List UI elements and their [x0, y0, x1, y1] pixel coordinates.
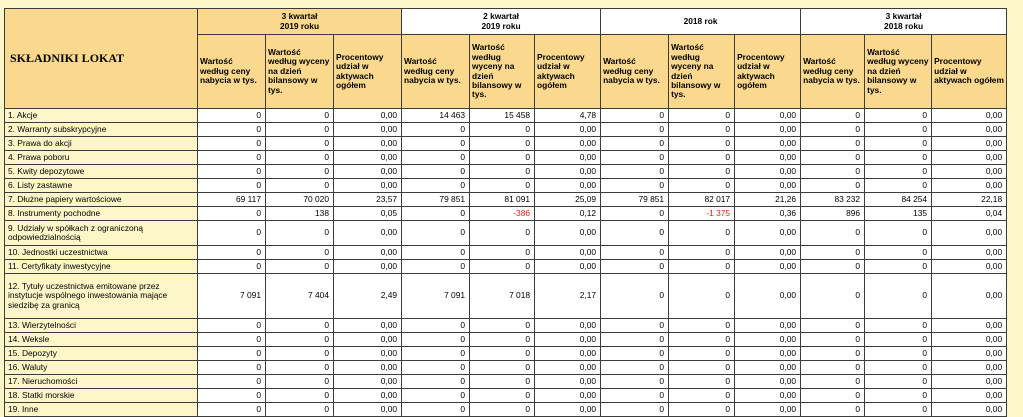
value-cell: 0 — [470, 361, 535, 375]
row-label: 5. Kwity depozytowe — [5, 165, 198, 179]
value-cell: 0 — [266, 137, 334, 151]
table-row — [5, 179, 1007, 193]
value-cell: 0,00 — [334, 319, 402, 333]
value-cell: 0,00 — [735, 333, 801, 347]
value-cell: 0 — [266, 221, 334, 246]
value-cell: 0,04 — [932, 207, 1007, 221]
value-cell: 0,00 — [932, 260, 1007, 274]
table-row — [5, 375, 1007, 389]
value-cell: 0,12 — [535, 207, 601, 221]
value-cell: 0 — [669, 179, 735, 193]
value-cell: 0 — [198, 109, 266, 123]
value-cell: 0 — [198, 137, 266, 151]
value-cell: 79 851 — [402, 193, 470, 207]
value-cell: 0 — [601, 389, 669, 403]
value-cell: 0,00 — [334, 389, 402, 403]
value-cell: 0,00 — [535, 179, 601, 193]
period-line2: 2018 roku — [884, 20, 924, 31]
row-label: 3. Prawa do akcji — [5, 137, 198, 151]
value-cell: 0 — [669, 246, 735, 260]
value-cell: 0 — [669, 361, 735, 375]
value-cell: 0,00 — [535, 403, 601, 417]
value-cell: 0,00 — [334, 165, 402, 179]
value-cell: 0,00 — [334, 333, 402, 347]
value-cell: 0 — [865, 109, 932, 123]
value-cell: 0,36 — [735, 207, 801, 221]
value-cell: 0,00 — [334, 403, 402, 417]
value-cell: 0 — [601, 123, 669, 137]
value-cell: 0 — [801, 165, 865, 179]
value-cell: 0 — [601, 221, 669, 246]
value-cell: 7 091 — [402, 274, 470, 319]
value-cell: 0 — [470, 221, 535, 246]
value-cell: 0 — [801, 109, 865, 123]
value-cell: 0 — [198, 260, 266, 274]
value-cell: 0,00 — [735, 151, 801, 165]
investment-components-table — [4, 8, 1007, 417]
value-cell: 0 — [669, 333, 735, 347]
value-cell: 0 — [601, 319, 669, 333]
share-of-assets-header: Procentowy udział w aktywach ogółem — [735, 35, 801, 109]
value-cell: 0,00 — [932, 361, 1007, 375]
value-cell: 21,26 — [735, 193, 801, 207]
table-row — [5, 137, 1007, 151]
value-cell: 0 — [402, 361, 470, 375]
value-cell: 14 463 — [402, 109, 470, 123]
row-label: 7. Dłużne papiery wartościowe — [5, 193, 198, 207]
value-cell: 0 — [198, 333, 266, 347]
value-cell: 0 — [801, 246, 865, 260]
value-cell: 0,00 — [334, 151, 402, 165]
period-line2: 2019 roku — [279, 20, 320, 31]
value-cell: 0 — [801, 319, 865, 333]
value-cell: 0,00 — [735, 109, 801, 123]
row-label: 6. Listy zastawne — [5, 179, 198, 193]
value-cell: 0 — [801, 260, 865, 274]
value-cell: 0 — [266, 109, 334, 123]
value-cell: 0,00 — [334, 109, 402, 123]
value-cell: 0 — [601, 179, 669, 193]
value-cell: 0 — [266, 165, 334, 179]
value-cell: 0 — [198, 319, 266, 333]
value-cell: 0 — [801, 137, 865, 151]
value-cell: 0 — [198, 221, 266, 246]
value-cell: 0,00 — [535, 375, 601, 389]
table-row — [5, 333, 1007, 347]
value-cell: 22,18 — [932, 193, 1007, 207]
table-row — [5, 361, 1007, 375]
table-row — [5, 109, 1007, 123]
period-header-q2-2019 — [402, 9, 601, 35]
value-cell: 0,00 — [932, 347, 1007, 361]
value-cell: 0,00 — [932, 151, 1007, 165]
value-cell: 0,00 — [535, 151, 601, 165]
value-cell: 0 — [266, 347, 334, 361]
value-cell: 0 — [669, 221, 735, 246]
value-cell: 0 — [266, 246, 334, 260]
row-label: 11. Certyfikaty inwestycyjne — [5, 260, 198, 274]
row-label: 1. Akcje — [5, 109, 198, 123]
value-cell: 0 — [402, 260, 470, 274]
value-cell: 0,00 — [334, 221, 402, 246]
period-line1: 3 kwartał — [885, 11, 922, 22]
value-cell: 0,00 — [932, 389, 1007, 403]
value-cell: 0 — [402, 221, 470, 246]
period-line1: 2 kwartał — [483, 11, 519, 22]
value-cell: 0 — [601, 361, 669, 375]
value-cell: 0 — [801, 274, 865, 319]
value-cell: 0,00 — [932, 333, 1007, 347]
value-cell: 135 — [865, 207, 932, 221]
value-cell: 0 — [865, 375, 932, 389]
value-cell: 4,78 — [535, 109, 601, 123]
value-cell: 0,00 — [932, 221, 1007, 246]
value-cell: 0 — [801, 221, 865, 246]
value-cell: 0,00 — [932, 109, 1007, 123]
period-line2: 2019 roku — [481, 20, 521, 31]
value-cell: 0 — [470, 260, 535, 274]
value-cell: 0,00 — [535, 260, 601, 274]
value-cell: 0,00 — [932, 165, 1007, 179]
purchase-cost-header: Wartość według ceny nabycia w tys. — [601, 35, 669, 109]
value-cell: 0 — [266, 179, 334, 193]
purchase-cost-header: Wartość według ceny nabycia w tys. — [198, 35, 266, 109]
value-cell: 0 — [865, 333, 932, 347]
value-cell: 0,00 — [735, 137, 801, 151]
row-label: 8. Instrumenty pochodne — [5, 207, 198, 221]
value-cell: 0 — [669, 319, 735, 333]
value-cell: 0 — [198, 151, 266, 165]
value-cell: 0 — [402, 403, 470, 417]
value-cell: 0,00 — [932, 123, 1007, 137]
value-cell: 0 — [865, 137, 932, 151]
value-cell: 83 232 — [801, 193, 865, 207]
value-cell: 0 — [669, 165, 735, 179]
value-cell: 0 — [470, 319, 535, 333]
table-row — [5, 207, 1007, 221]
value-cell: 0 — [470, 151, 535, 165]
table-row — [5, 389, 1007, 403]
value-cell: 0,00 — [735, 389, 801, 403]
value-cell: 0 — [865, 361, 932, 375]
value-cell: 0,00 — [735, 123, 801, 137]
value-cell: 0 — [801, 389, 865, 403]
value-cell: 0 — [470, 165, 535, 179]
row-label: 13. Wierzytelności — [5, 319, 198, 333]
period-header-q3-2018 — [801, 9, 1007, 35]
value-cell: 0 — [601, 333, 669, 347]
value-cell: 0 — [601, 109, 669, 123]
value-cell: 0,00 — [735, 375, 801, 389]
value-cell: 0 — [669, 137, 735, 151]
value-cell: 0 — [470, 246, 535, 260]
value-cell: 0,00 — [735, 361, 801, 375]
value-cell: 0 — [601, 375, 669, 389]
value-cell: 0,00 — [535, 333, 601, 347]
value-cell: 0 — [865, 221, 932, 246]
value-cell: 0 — [266, 389, 334, 403]
value-cell: 0 — [669, 347, 735, 361]
value-cell: 0,00 — [932, 137, 1007, 151]
value-cell: 0 — [601, 137, 669, 151]
value-cell: 0,00 — [535, 165, 601, 179]
period-line1: 3 kwartał — [281, 11, 318, 22]
value-cell: 0,00 — [535, 347, 601, 361]
value-cell: 0 — [669, 403, 735, 417]
value-cell: 0 — [669, 375, 735, 389]
purchase-cost-header: Wartość według ceny nabycia w tys. — [402, 35, 470, 109]
value-cell: 15 458 — [470, 109, 535, 123]
value-cell: 23,57 — [334, 193, 402, 207]
table-row — [5, 319, 1007, 333]
value-cell: 0 — [198, 347, 266, 361]
value-cell: 0 — [402, 347, 470, 361]
value-cell: 0 — [198, 375, 266, 389]
value-cell: 0 — [865, 179, 932, 193]
row-label: 16. Waluty — [5, 361, 198, 375]
value-cell: 79 851 — [601, 193, 669, 207]
value-cell: 2,17 — [535, 274, 601, 319]
value-cell: 0,00 — [334, 375, 402, 389]
value-cell: 0,00 — [932, 246, 1007, 260]
value-cell: 0 — [266, 260, 334, 274]
value-cell: 0 — [865, 389, 932, 403]
value-cell: 0 — [266, 319, 334, 333]
value-cell: 0,00 — [735, 260, 801, 274]
value-cell: 81 091 — [470, 193, 535, 207]
value-cell: 0 — [402, 207, 470, 221]
row-label: 18. Statki morskie — [5, 389, 198, 403]
value-cell: 0 — [470, 123, 535, 137]
value-cell: 0 — [865, 319, 932, 333]
value-cell: 0,00 — [932, 274, 1007, 319]
value-cell: 0 — [198, 123, 266, 137]
value-cell: 0 — [801, 333, 865, 347]
value-cell: 0,00 — [735, 319, 801, 333]
value-cell: 0,00 — [735, 274, 801, 319]
value-cell: 7 404 — [266, 274, 334, 319]
value-cell: 0 — [865, 123, 932, 137]
value-cell: 0,00 — [535, 137, 601, 151]
value-cell: 70 020 — [266, 193, 334, 207]
value-cell: 69 117 — [198, 193, 266, 207]
value-cell: 0 — [601, 151, 669, 165]
value-cell: 0 — [669, 123, 735, 137]
value-cell: 0,00 — [334, 361, 402, 375]
row-label: 17. Nieruchomości — [5, 375, 198, 389]
table-row — [5, 274, 1007, 319]
value-cell: 0 — [266, 123, 334, 137]
table-row — [5, 260, 1007, 274]
value-cell: 0 — [865, 151, 932, 165]
value-cell: 0 — [402, 375, 470, 389]
value-cell: 0 — [865, 246, 932, 260]
table-row — [5, 403, 1007, 417]
value-cell: 0 — [801, 375, 865, 389]
value-cell: 138 — [266, 207, 334, 221]
value-cell: 0,05 — [334, 207, 402, 221]
value-cell: 0 — [865, 165, 932, 179]
value-cell: 0,00 — [735, 221, 801, 246]
value-cell: 0 — [601, 347, 669, 361]
value-cell: 0 — [198, 165, 266, 179]
row-label: 14. Weksle — [5, 333, 198, 347]
value-cell: 0 — [470, 403, 535, 417]
value-cell: 0,00 — [334, 137, 402, 151]
value-cell: 0,00 — [735, 246, 801, 260]
value-cell: 0 — [198, 246, 266, 260]
value-cell: 2,49 — [334, 274, 402, 319]
investment-components-table-wrapper — [4, 8, 1007, 417]
value-cell: 0,00 — [735, 403, 801, 417]
period-header-q3-2019 — [198, 9, 402, 35]
value-cell: 0,00 — [535, 246, 601, 260]
value-cell: 0 — [402, 246, 470, 260]
table-row — [5, 151, 1007, 165]
value-cell: 0 — [801, 347, 865, 361]
value-cell: 0 — [470, 375, 535, 389]
value-cell: 0 — [470, 137, 535, 151]
value-cell: 0 — [470, 389, 535, 403]
period-line1: 2018 rok — [683, 15, 718, 26]
table-body — [5, 109, 1007, 417]
value-cell: 0 — [601, 165, 669, 179]
value-cell: 0 — [801, 123, 865, 137]
value-cell: 84 254 — [865, 193, 932, 207]
value-cell: 0,00 — [735, 179, 801, 193]
value-cell: 0,00 — [932, 319, 1007, 333]
value-cell: 0 — [470, 347, 535, 361]
value-cell: 0,00 — [535, 361, 601, 375]
table-row — [5, 347, 1007, 361]
value-cell: 0 — [266, 333, 334, 347]
value-cell: 0 — [266, 403, 334, 417]
value-cell: 896 — [801, 207, 865, 221]
value-cell: 0 — [601, 260, 669, 274]
valuation-header: Wartość według wyceny na dzień bilansowy w tys. — [669, 35, 735, 109]
value-cell: 0 — [470, 333, 535, 347]
value-cell: 0 — [402, 319, 470, 333]
value-cell: 0 — [669, 274, 735, 319]
row-label: 19. Inne — [5, 403, 198, 417]
value-cell: -1 375 — [669, 207, 735, 221]
value-cell: 0 — [865, 260, 932, 274]
value-cell: 0,00 — [334, 123, 402, 137]
value-cell: -386 — [470, 207, 535, 221]
value-cell: 0 — [601, 403, 669, 417]
value-cell: 0 — [198, 179, 266, 193]
value-cell: 0 — [402, 123, 470, 137]
table-row — [5, 193, 1007, 207]
value-cell: 0 — [402, 151, 470, 165]
value-cell: 0 — [669, 389, 735, 403]
value-cell: 0 — [601, 207, 669, 221]
value-cell: 0,00 — [535, 389, 601, 403]
value-cell: 0,00 — [932, 375, 1007, 389]
value-cell: 0,00 — [932, 403, 1007, 417]
value-cell: 0 — [669, 151, 735, 165]
row-label: 10. Jednostki uczestnictwa — [5, 246, 198, 260]
row-label: 2. Warranty subskrypcyjne — [5, 123, 198, 137]
value-cell: 0,00 — [735, 165, 801, 179]
valuation-header: Wartość według wyceny na dzień bilansowy w tys. — [865, 35, 932, 109]
row-label: 15. Depozyty — [5, 347, 198, 361]
row-label: 12. Tytuły uczestnictwa emitowane przez instytucje wspólnego inwestowania mające siedzibę za granicą — [5, 274, 198, 319]
row-label: 9. Udziały w spółkach z ograniczoną odpowiedzialnością — [5, 221, 198, 246]
period-header-row — [5, 9, 1007, 35]
period-header-2018 — [601, 9, 801, 35]
value-cell: 0 — [865, 274, 932, 319]
value-cell: 25,09 — [535, 193, 601, 207]
value-cell: 7 018 — [470, 274, 535, 319]
table-row — [5, 123, 1007, 137]
value-cell: 0,00 — [334, 246, 402, 260]
value-cell: 0,00 — [535, 123, 601, 137]
share-of-assets-header: Procentowy udział w aktywach ogółem — [334, 35, 402, 109]
value-cell: 0 — [402, 137, 470, 151]
value-cell: 0 — [198, 403, 266, 417]
value-cell: 0,00 — [334, 179, 402, 193]
value-cell: 0 — [402, 179, 470, 193]
value-cell: 0,00 — [334, 260, 402, 274]
value-cell: 0 — [601, 274, 669, 319]
value-cell: 0 — [801, 151, 865, 165]
table-row — [5, 246, 1007, 260]
table-row — [5, 165, 1007, 179]
share-of-assets-header: Procentowy udział w aktywach ogółem — [535, 35, 601, 109]
value-cell: 0 — [198, 361, 266, 375]
share-of-assets-header: Procentowy udział w aktywach ogółem — [932, 35, 1007, 109]
value-cell: 0 — [865, 403, 932, 417]
value-cell: 0 — [402, 165, 470, 179]
value-cell: 0 — [470, 179, 535, 193]
value-cell: 0,00 — [535, 221, 601, 246]
value-cell: 7 091 — [198, 274, 266, 319]
value-cell: 0 — [402, 389, 470, 403]
value-cell: 0 — [801, 403, 865, 417]
table-row — [5, 221, 1007, 246]
value-cell: 0 — [266, 361, 334, 375]
value-cell: 0 — [198, 389, 266, 403]
value-cell: 0,00 — [932, 179, 1007, 193]
value-cell: 0 — [601, 246, 669, 260]
valuation-header: Wartość według wyceny na dzień bilansowy w tys. — [470, 35, 535, 109]
purchase-cost-header: Wartość według ceny nabycia w tys. — [801, 35, 865, 109]
row-label: 4. Prawa poboru — [5, 151, 198, 165]
value-cell: 0 — [801, 179, 865, 193]
value-cell: 0 — [266, 151, 334, 165]
table-title: SKŁADNIKI LOKAT — [5, 9, 198, 109]
value-cell: 0 — [198, 207, 266, 221]
value-cell: 0 — [669, 260, 735, 274]
value-cell: 0 — [402, 333, 470, 347]
value-cell: 0 — [669, 109, 735, 123]
value-cell: 0,00 — [735, 347, 801, 361]
value-cell: 0,00 — [334, 347, 402, 361]
value-cell: 82 017 — [669, 193, 735, 207]
valuation-header: Wartość według wyceny na dzień bilansowy w tys. — [266, 35, 334, 109]
value-cell: 0 — [865, 347, 932, 361]
value-cell: 0 — [801, 361, 865, 375]
value-cell: 0 — [266, 375, 334, 389]
value-cell: 0,00 — [535, 319, 601, 333]
